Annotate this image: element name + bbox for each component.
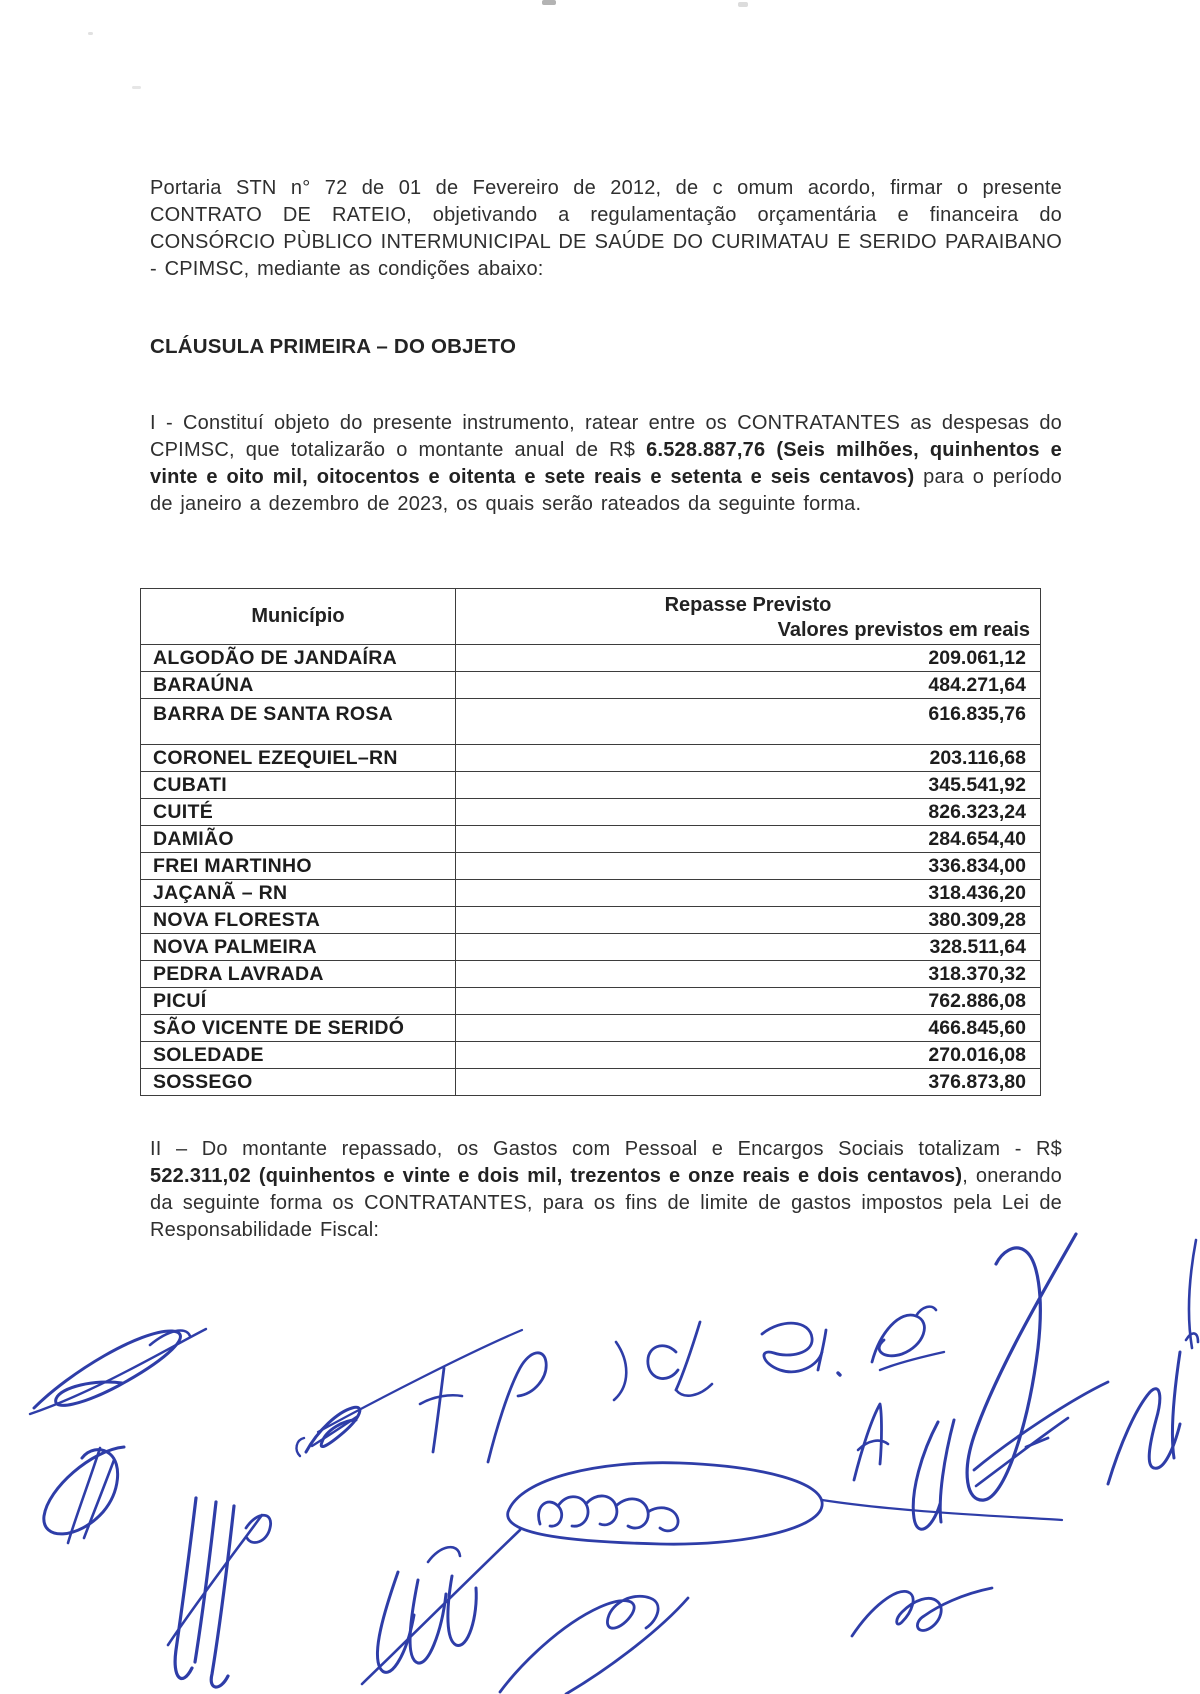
table-row (141, 1069, 1041, 1096)
municipio-header: Município (141, 589, 456, 645)
valor-cell: 616.835,76 (456, 699, 1041, 745)
table-row (141, 826, 1041, 853)
signature-t-cross (420, 1368, 462, 1452)
valor-cell: 345.541,92 (456, 772, 1041, 799)
municipio-cell: FREI MARTINHO (141, 853, 456, 880)
municipio-cell: DAMIÃO (141, 826, 456, 853)
municipio-cell: CUBATI (141, 772, 456, 799)
signature-s1-mark (762, 1323, 840, 1375)
signature-ellipse-scrawl (508, 1463, 1062, 1544)
signature-flower-mark (872, 1307, 944, 1370)
signature-top-left-flourish (30, 1329, 206, 1414)
table-row (141, 961, 1041, 988)
valor-cell: 318.370,32 (456, 961, 1041, 988)
table-row (141, 699, 1041, 745)
table-row (141, 772, 1041, 799)
clause-item-1: I - Constituí objeto do presente instrumento, ratear entre os CONTRATANTES as despesas do CPIMSC, que totalizarão o montante anual de R$ 6.528.887,76 (Seis milhões, quinhentos e vinte e oito mil, oitocentos e oitenta e sete reais e setenta e seis centavos) para o período de janeiro a dezembro de 2023, os quais serão rateados da seguinte forma. (150, 412, 1062, 515)
table-row (141, 907, 1041, 934)
table-row (141, 745, 1041, 772)
table-header-row (141, 589, 1041, 618)
scan-speck (542, 0, 556, 5)
municipio-cell: PICUÍ (141, 988, 456, 1015)
valor-cell: 328.511,64 (456, 934, 1041, 961)
table-body (141, 645, 1041, 1096)
valor-cell: 336.834,00 (456, 853, 1041, 880)
table-row (141, 672, 1041, 699)
scan-speck (88, 32, 93, 35)
signature-a-gh-slash (854, 1404, 1068, 1529)
municipio-cell: BARAÚNA (141, 672, 456, 699)
valor-cell: 270.016,08 (456, 1042, 1041, 1069)
signature-ro-squiggle (852, 1588, 992, 1636)
valor-cell: 284.654,40 (456, 826, 1041, 853)
table-row (141, 799, 1041, 826)
table-row (141, 934, 1041, 961)
clause-item-2: II – Do montante repassado, os Gastos com Pessoal e Encargos Sociais totalizam - R$ 522.311,02 (quinhentos e vinte e dois mil, trezentos e onze reais e dois centavos), onerando da seguinte forma os CONTRATANTES, para os fins de limite de gastos impostos pela Lei de Responsabilidade Fiscal: (150, 1138, 1062, 1241)
municipio-cell: PEDRA LAVRADA (141, 961, 456, 988)
municipio-cell: CUITÉ (141, 799, 456, 826)
municipio-cell: SÃO VICENTE DE SERIDÓ (141, 1015, 456, 1042)
clause-heading: CLÁUSULA PRIMEIRA – DO OBJETO (150, 335, 517, 358)
valor-cell: 826.323,24 (456, 799, 1041, 826)
valor-cell: 203.116,68 (456, 745, 1041, 772)
scan-speck (738, 2, 748, 7)
municipio-cell: CORONEL EZEQUIEL–RN (141, 745, 456, 772)
signature-right-curls (1108, 1240, 1198, 1484)
signature-center-bottom-loops (362, 1530, 520, 1684)
table-row (141, 645, 1041, 672)
municipio-cell: BARRA DE SANTA ROSA (141, 699, 456, 745)
signature-pen-diagonal (297, 1330, 522, 1456)
table-row (141, 880, 1041, 907)
table-row (141, 988, 1041, 1015)
signature-balloon-loop (967, 1234, 1108, 1500)
valor-cell: 762.886,08 (456, 988, 1041, 1015)
valor-cell: 376.873,80 (456, 1069, 1041, 1096)
municipio-cell: NOVA PALMEIRA (141, 934, 456, 961)
signature-rho-loop (488, 1342, 626, 1462)
valor-cell: 466.845,60 (456, 1015, 1041, 1042)
valor-cell: 209.061,12 (456, 645, 1041, 672)
intro-paragraph: Portaria STN n° 72 de 01 de Fevereiro de 2012, de c omum acordo, firmar o presente CONTRATO DE RATEIO, objetivando a regulamentação orçamentária e financeira do CONSÓRCIO PÙBLICO INTERMUNICIPAL DE SAÚDE DO CURIMATAU E SERIDO PARAIBANO - CPIMSC, mediante as condições abaixo: (150, 177, 1062, 280)
municipio-cell: NOVA FLORESTA (141, 907, 456, 934)
valor-cell: 484.271,64 (456, 672, 1041, 699)
municipio-cell: ALGODÃO DE JANDAÍRA (141, 645, 456, 672)
signature-tall-strokes (168, 1498, 271, 1687)
municipio-cell: SOSSEGO (141, 1069, 456, 1096)
table-row (141, 1042, 1041, 1069)
valor-cell: 318.436,20 (456, 880, 1041, 907)
municipio-cell: JAÇANÃ – RN (141, 880, 456, 907)
table-row (141, 853, 1041, 880)
table-row (141, 1015, 1041, 1042)
scan-speck (132, 86, 141, 89)
signature-left-oval (44, 1447, 124, 1543)
municipio-cell: SOLEDADE (141, 1042, 456, 1069)
valor-cell: 380.309,28 (456, 907, 1041, 934)
signature-bottom-center-scrawl (500, 1596, 688, 1694)
repasse-table (140, 588, 1041, 1096)
signature-d-loop (648, 1322, 712, 1396)
repasse-header: Repasse Previsto (456, 589, 1041, 618)
valores-subheader: Valores previstos em reais (456, 617, 1041, 645)
